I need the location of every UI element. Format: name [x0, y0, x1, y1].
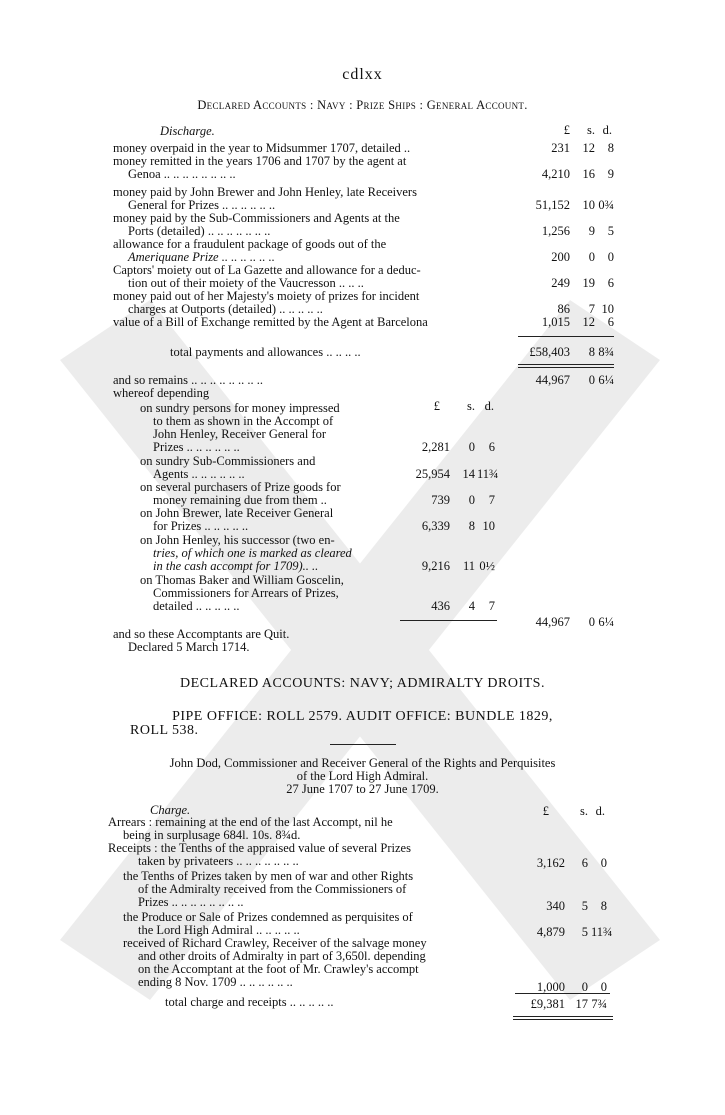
depending-line: to them as shown in the Accompt of — [153, 414, 334, 428]
depending-line: on sundry Sub-Commissioners and — [140, 454, 316, 468]
depending-total-pence: 6¼ — [598, 615, 614, 629]
entry-pounds: 4,210 — [541, 167, 570, 181]
entry-line: money paid out of her Majesty's moiety of prizes for incident — [113, 289, 420, 303]
charge-shillings: 5 — [581, 899, 588, 913]
total-payments-label: total payments and allowances .. .. .. .. — [170, 345, 361, 359]
entry-shillings: 12 — [582, 315, 595, 329]
depending-rule — [400, 620, 497, 621]
charge-label: Charge. — [150, 803, 191, 817]
depending-line: on sundry persons for money impressed — [140, 401, 340, 415]
entry-line: Captors' moiety out of La Gazette and allowance for a deduc- — [113, 263, 421, 277]
depending-line: Commissioners for Arrears of Prizes, — [153, 586, 339, 600]
arrears-line: being in surplusage 684l. 10s. 8¾d. — [123, 828, 301, 842]
depending-pounds: 436 — [431, 599, 450, 613]
depending-line: John Henley, Receiver General for — [153, 427, 327, 441]
entry-shillings: 19 — [582, 276, 595, 290]
charge-total-shillings: 17 — [575, 997, 588, 1011]
depending-line: on several purchasers of Prize goods for — [140, 480, 341, 494]
s2-col-pounds-header: £ — [542, 804, 549, 818]
whereof-label: whereof depending — [113, 386, 210, 400]
officer-line-2: of the Lord High Admiral. — [296, 769, 429, 783]
entry-shillings: 7 — [588, 302, 595, 316]
remains-label: and so remains .. .. .. .. .. .. .. .. — [113, 373, 263, 387]
s2-col-shillings-header: s. — [580, 804, 588, 818]
charge-shillings: 6 — [581, 856, 588, 870]
entry-line: money remitted in the years 1706 and 1707 by the agent at — [113, 154, 407, 168]
entry-line: charges at Outports (detailed) .. .. .. .. .. — [128, 302, 323, 316]
sub-shillings-header: s. — [467, 399, 475, 413]
entry-pence: 0¾ — [598, 198, 614, 212]
entry-pounds: 1,256 — [541, 224, 570, 238]
depending-line: Prizes .. .. .. .. .. .. — [153, 440, 240, 454]
depending-shillings: 4 — [468, 599, 475, 613]
total-pence: 8¾ — [598, 345, 614, 359]
declared-date: Declared 5 March 1714. — [128, 640, 250, 654]
depending-pounds: 9,216 — [421, 559, 450, 573]
entry-line: value of a Bill of Exchange remitted by the Agent at Barcelona — [113, 315, 428, 329]
charge-total-pounds: £9,381 — [530, 997, 565, 1011]
depending-total-pounds: 44,967 — [535, 615, 570, 629]
depending-pence: 10 — [482, 519, 495, 533]
charge-total-pence: 7¾ — [591, 997, 607, 1011]
col-pounds-header: £ — [563, 123, 570, 137]
entry-shillings: 12 — [582, 141, 595, 155]
depending-line: in the cash accompt for 1709).. .. — [153, 559, 319, 573]
charge-line: ending 8 Nov. 1709 .. .. .. .. .. .. — [138, 975, 293, 989]
entry-shillings: 0 — [588, 250, 595, 264]
entry-pounds: 231 — [551, 141, 570, 155]
charge-line: received of Richard Crawley, Receiver of the salvage money — [123, 936, 427, 950]
total-shillings: 8 — [588, 345, 595, 359]
entry-line: money paid by the Sub-Commissioners and Agents at the — [113, 211, 400, 225]
depending-shillings: 0 — [468, 440, 475, 454]
charge-total-double-rule — [513, 1016, 613, 1020]
depending-line: Agents .. .. .. .. .. .. — [153, 467, 245, 481]
entry-pence: 6 — [607, 276, 614, 290]
page-number: cdlxx — [342, 66, 383, 83]
s2-col-pence-header: d. — [595, 804, 605, 818]
charge-subtotal-rule — [515, 993, 610, 994]
section2-heading: DECLARED ACCOUNTS: NAVY; ADMIRALTY DROITS. — [180, 676, 545, 691]
entry-pence: 10 — [601, 302, 614, 316]
charge-line: the Lord High Admiral .. .. .. .. .. — [138, 923, 300, 937]
depending-pounds: 2,281 — [421, 440, 450, 454]
depending-pounds: 6,339 — [421, 519, 450, 533]
col-pence-header: d. — [602, 123, 612, 137]
sub-pounds-header: £ — [433, 399, 440, 413]
depending-shillings: 14 — [462, 467, 475, 481]
col-shillings-header: s. — [587, 123, 595, 137]
charge-pence: 8 — [600, 899, 607, 913]
entry-line: General for Prizes .. .. .. .. .. .. — [128, 198, 276, 212]
entry-line: Ameriquane Prize .. .. .. .. .. .. — [128, 250, 275, 264]
depending-pence: 11¾ — [477, 467, 499, 481]
entry-pence: 9 — [607, 167, 614, 181]
charge-line: of the Admiralty received from the Commissioners of — [138, 882, 407, 896]
quit-line: and so these Accomptants are Quit. — [113, 627, 290, 641]
charge-line: the Tenths of Prizes taken by men of war and other Rights — [123, 869, 414, 883]
discharge-label: Discharge. — [160, 124, 215, 138]
charge-total-label: total charge and receipts .. .. .. .. .. — [165, 995, 334, 1009]
officer-dates: 27 June 1707 to 27 June 1709. — [286, 782, 439, 796]
entry-pounds: 200 — [551, 250, 570, 264]
entry-line: Ports (detailed) .. .. .. .. .. .. .. — [128, 224, 271, 238]
entry-pounds: 1,015 — [541, 315, 570, 329]
section1-heading: Declared Accounts : Navy : Prize Ships : General Account. — [197, 98, 528, 112]
depending-pence: 7 — [488, 493, 495, 507]
depending-shillings: 0 — [468, 493, 475, 507]
depending-line: on John Brewer, late Receiver General — [140, 506, 334, 520]
remains-pounds: 44,967 — [535, 373, 570, 387]
subtotal-rule — [518, 336, 614, 337]
charge-shillings: 5 — [581, 925, 588, 939]
entry-shillings: 16 — [582, 167, 595, 181]
section2-subheading-1: PIPE OFFICE: ROLL 2579. AUDIT OFFICE: BUNDLE 1829, — [172, 709, 553, 724]
depending-line: money remaining due from them .. — [153, 493, 327, 507]
charge-line: and other droits of Admiralty in part of 3,650l. depending — [138, 949, 426, 963]
depending-pence: 7 — [488, 599, 495, 613]
depending-line: on Thomas Baker and William Goscelin, — [140, 573, 344, 587]
section2-subheading-2: ROLL 538. — [130, 723, 199, 738]
charge-pence: 11¾ — [591, 925, 613, 939]
charge-line: taken by privateers .. .. .. .. .. .. .. — [138, 854, 299, 868]
charge-shillings: 0 — [581, 980, 588, 994]
section2-short-rule — [330, 744, 396, 745]
entry-shillings: 10 — [582, 198, 595, 212]
charge-line: Receipts : the Tenths of the appraised value of several Prizes — [108, 841, 411, 855]
entry-line: Genoa .. .. .. .. .. .. .. .. — [128, 167, 236, 181]
depending-line: detailed .. .. .. .. .. — [153, 599, 240, 613]
entry-pence: 6 — [607, 315, 614, 329]
charge-line: Prizes .. .. .. .. .. .. .. .. — [138, 895, 244, 909]
entry-line: allowance for a fraudulent package of goods out of the — [113, 237, 387, 251]
arrears-line: Arrears : remaining at the end of the last Accompt, nil he — [108, 815, 393, 829]
charge-line: the Produce or Sale of Prizes condemned as perquisites of — [123, 910, 413, 924]
depending-line: for Prizes .. .. .. .. .. — [153, 519, 249, 533]
remains-shillings: 0 — [588, 373, 595, 387]
entry-pence: 5 — [607, 224, 614, 238]
charge-pence: 0 — [600, 856, 607, 870]
sub-pence-header: d. — [484, 399, 494, 413]
charge-line: on the Accomptant at the foot of Mr. Crawley's accompt — [138, 962, 419, 976]
remains-pence: 6¼ — [598, 373, 614, 387]
depending-line: on John Henley, his successor (two en- — [140, 533, 335, 547]
depending-line: tries, of which one is marked as cleared — [153, 546, 352, 560]
entry-pence: 0 — [607, 250, 614, 264]
depending-pence: 6 — [488, 440, 495, 454]
entry-line: tion out of their moiety of the Vaucresson .. .. .. — [128, 276, 364, 290]
charge-pounds: 4,879 — [536, 925, 565, 939]
depending-pounds: 739 — [431, 493, 450, 507]
depending-pence: 0½ — [479, 559, 495, 573]
charge-pounds: 3,162 — [536, 856, 565, 870]
charge-pounds: 340 — [546, 899, 565, 913]
entry-pence: 8 — [607, 141, 614, 155]
entry-pounds: 86 — [557, 302, 570, 316]
depending-total-shillings: 0 — [588, 615, 595, 629]
entry-line: money overpaid in the year to Midsummer 1707, detailed .. — [113, 141, 411, 155]
total-double-rule — [518, 364, 614, 368]
depending-pounds: 25,954 — [415, 467, 450, 481]
depending-shillings: 8 — [468, 519, 475, 533]
charge-pence: 0 — [600, 980, 607, 994]
entry-pounds: 249 — [551, 276, 570, 290]
entry-line: money paid by John Brewer and John Henley, late Receivers — [113, 185, 417, 199]
depending-shillings: 11 — [462, 559, 475, 573]
officer-line-1: John Dod, Commissioner and Receiver General of the Rights and Perquisites — [169, 756, 556, 770]
charge-pounds: 1,000 — [536, 980, 565, 994]
entry-pounds: 51,152 — [535, 198, 570, 212]
total-pounds: £58,403 — [529, 345, 570, 359]
entry-shillings: 9 — [588, 224, 595, 238]
